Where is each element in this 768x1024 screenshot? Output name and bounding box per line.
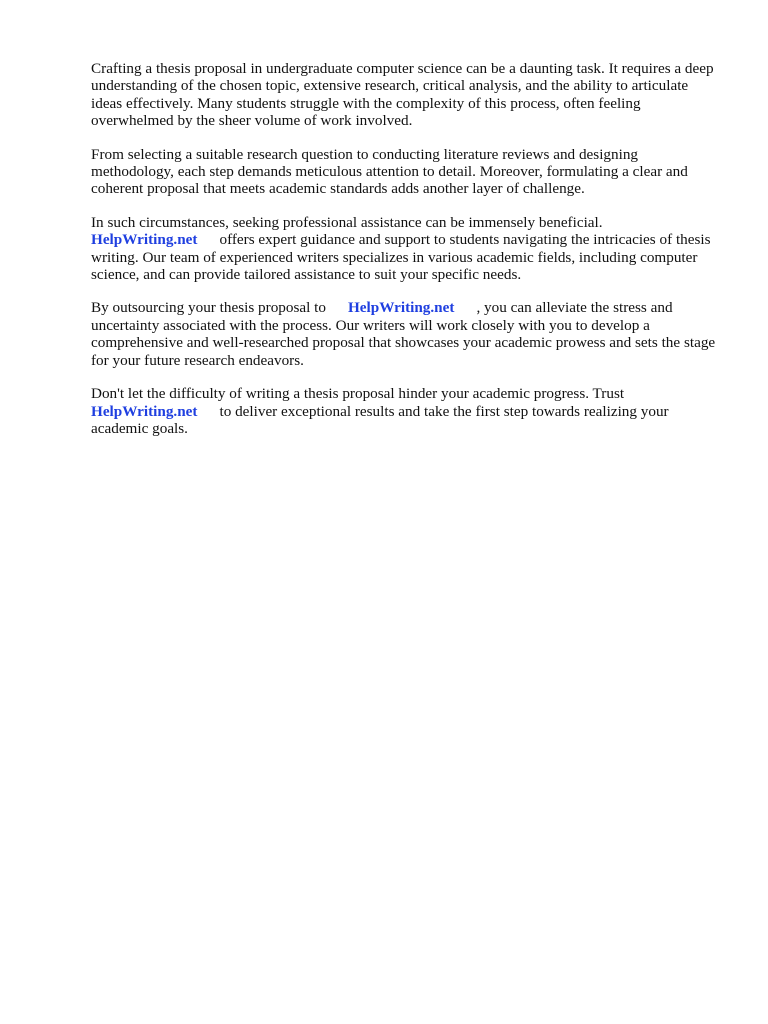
helpwriting-link[interactable]: HelpWriting.net <box>91 402 198 420</box>
paragraph-outsourcing-tail-text: , you can alleviate the stress and uncertainty associated with the process. Our writers will work closely with you to develop a comprehensive and well-researched proposal that showcases your academic prowess and sets the stage for your future research endeavors. <box>91 299 716 369</box>
paragraph-steps-text: From selecting a suitable research question to conducting literature reviews and designing methodology, each step demands meticulous attention to detail. Moreover, formulating a clear and coherent proposal that meets academic standards adds another layer of challenge. <box>91 145 688 198</box>
paragraph-assistance-lead-text: In such circumstances, seeking professional assistance can be immensely beneficial. <box>91 213 603 231</box>
document-body <box>91 60 721 453</box>
paragraph-steps <box>91 146 721 198</box>
paragraph-closing-lead-text: Don't let the difficulty of writing a thesis proposal hinder your academic progress. Trust <box>91 385 625 403</box>
paragraph-assistance-tail-text: offers expert guidance and support to students navigating the intricacies of thesis writing. Our team of experienced writers specializes in various academic fields, including computer science, and can provide tailored assistance to suit your specific needs. <box>91 231 711 284</box>
paragraph-outsourcing-lead-text: By outsourcing your thesis proposal to <box>91 299 326 317</box>
paragraph-intro-text: Crafting a thesis proposal in undergraduate computer science can be a daunting task. It requires a deep understanding of the chosen topic, extensive research, critical analysis, and the ability to articulate ideas effectively. Many students struggle with the complexity of this process, often feeling overwhelmed by the sheer volume of work involved. <box>91 60 714 130</box>
paragraph-outsourcing <box>91 299 721 369</box>
paragraph-assistance <box>91 214 721 284</box>
helpwriting-link[interactable]: HelpWriting.net <box>91 231 198 249</box>
paragraph-closing-tail-text: to deliver exceptional results and take the first step towards realizing your academic goals. <box>91 402 669 437</box>
paragraph-closing <box>91 385 721 437</box>
paragraph-intro <box>91 60 721 130</box>
helpwriting-link[interactable]: HelpWriting.net <box>347 299 455 317</box>
